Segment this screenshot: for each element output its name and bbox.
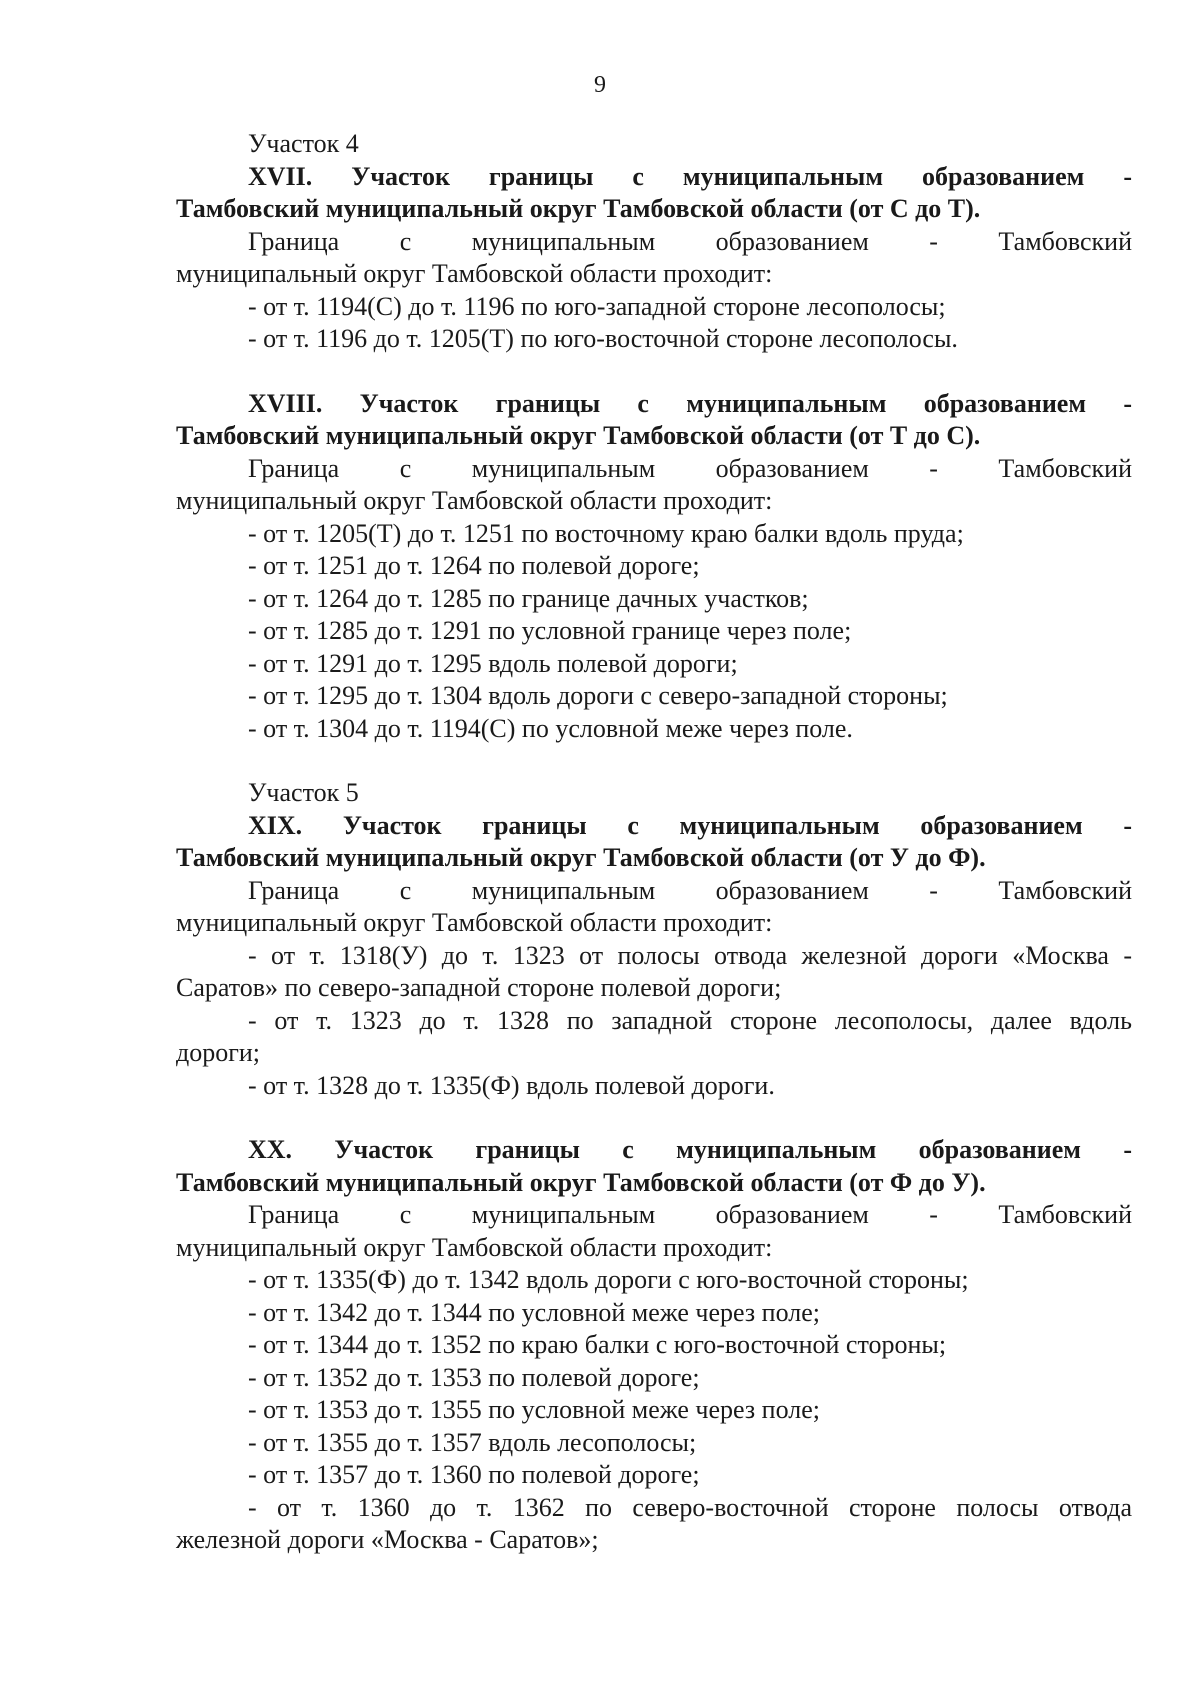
- document-body: [176, 128, 1132, 1557]
- section-heading: Тамбовский муниципальный округ Тамбовской области (от С до Т).: [176, 194, 981, 223]
- boundary-item: - от т. 1355 до т. 1357 вдоль лесополосы;: [248, 1427, 697, 1457]
- section-intro: Граница с муниципальным образованием - Тамбовский: [248, 1200, 1132, 1229]
- boundary-item: Саратов» по северо-западной стороне полевой дороги;: [176, 973, 782, 1002]
- boundary-item: - от т. 1323 до т. 1328 по западной стороне лесополосы, далее вдоль: [248, 1005, 1132, 1035]
- section-label: Участок 5: [248, 778, 359, 807]
- boundary-item: - от т. 1335(Ф) до т. 1342 вдоль дороги с юго-восточной стороны;: [248, 1265, 969, 1294]
- boundary-item: - от т. 1352 до т. 1353 по полевой дороге;: [248, 1362, 700, 1392]
- section-heading: XIX. Участок границы с муниципальным образованием -: [248, 810, 1132, 840]
- boundary-item: - от т. 1304 до т. 1194(С) по условной меже через поле.: [248, 713, 853, 743]
- section-intro: муниципальный округ Тамбовской области проходит:: [176, 486, 773, 515]
- section-intro: Граница с муниципальным образованием - Тамбовский: [248, 875, 1132, 905]
- boundary-item: - от т. 1328 до т. 1335(Ф) вдоль полевой дороги.: [248, 1070, 775, 1100]
- boundary-item: - от т. 1196 до т. 1205(Т) по юго-восточной стороне лесополосы.: [248, 324, 958, 353]
- section-intro: муниципальный округ Тамбовской области проходит:: [176, 908, 773, 937]
- section-heading: Тамбовский муниципальный округ Тамбовской области (от Т до С).: [176, 421, 981, 450]
- boundary-item: - от т. 1360 до т. 1362 по северо-восточной стороне полосы отвода: [248, 1492, 1132, 1522]
- boundary-item: - от т. 1285 до т. 1291 по условной границе через поле;: [248, 616, 852, 645]
- boundary-item: - от т. 1194(С) до т. 1196 по юго-западной стороне лесополосы;: [248, 291, 946, 321]
- boundary-item: - от т. 1318(У) до т. 1323 от полосы отвода железной дороги «Москва -: [248, 940, 1132, 970]
- boundary-item: - от т. 1251 до т. 1264 по полевой дороге;: [248, 551, 700, 580]
- boundary-item: - от т. 1342 до т. 1344 по условной меже через поле;: [248, 1297, 820, 1327]
- section-label: Участок 4: [248, 129, 359, 158]
- section-intro: муниципальный округ Тамбовской области проходит:: [176, 1232, 773, 1262]
- boundary-item: дороги;: [176, 1038, 261, 1067]
- section-heading: Тамбовский муниципальный округ Тамбовской области (от Ф до У).: [176, 1167, 986, 1197]
- section-heading: XX. Участок границы с муниципальным образованием -: [248, 1135, 1132, 1164]
- boundary-item: - от т. 1353 до т. 1355 по условной меже через поле;: [248, 1395, 820, 1424]
- boundary-item: - от т. 1291 до т. 1295 вдоль полевой дороги;: [248, 648, 738, 678]
- section-heading: XVIII. Участок границы с муниципальным образованием -: [248, 388, 1132, 418]
- boundary-item: - от т. 1344 до т. 1352 по краю балки с юго-восточной стороны;: [248, 1330, 947, 1359]
- boundary-item: железной дороги «Москва - Саратов»;: [176, 1525, 599, 1554]
- boundary-item: - от т. 1357 до т. 1360 по полевой дороге;: [248, 1460, 700, 1489]
- section-intro: Граница с муниципальным образованием - Тамбовский: [248, 226, 1132, 256]
- page-number: 9: [594, 72, 606, 98]
- boundary-item: - от т. 1264 до т. 1285 по границе дачных участков;: [248, 583, 809, 613]
- section-intro: муниципальный округ Тамбовской области проходит:: [176, 259, 773, 288]
- boundary-item: - от т. 1295 до т. 1304 вдоль дороги с северо-западной стороны;: [248, 681, 948, 710]
- boundary-item: - от т. 1205(Т) до т. 1251 по восточному краю балки вдоль пруда;: [248, 518, 964, 548]
- section-intro: Граница с муниципальным образованием - Тамбовский: [248, 453, 1132, 483]
- section-heading: Тамбовский муниципальный округ Тамбовской области (от У до Ф).: [176, 843, 986, 872]
- section-heading: XVII. Участок границы с муниципальным образованием -: [248, 161, 1132, 191]
